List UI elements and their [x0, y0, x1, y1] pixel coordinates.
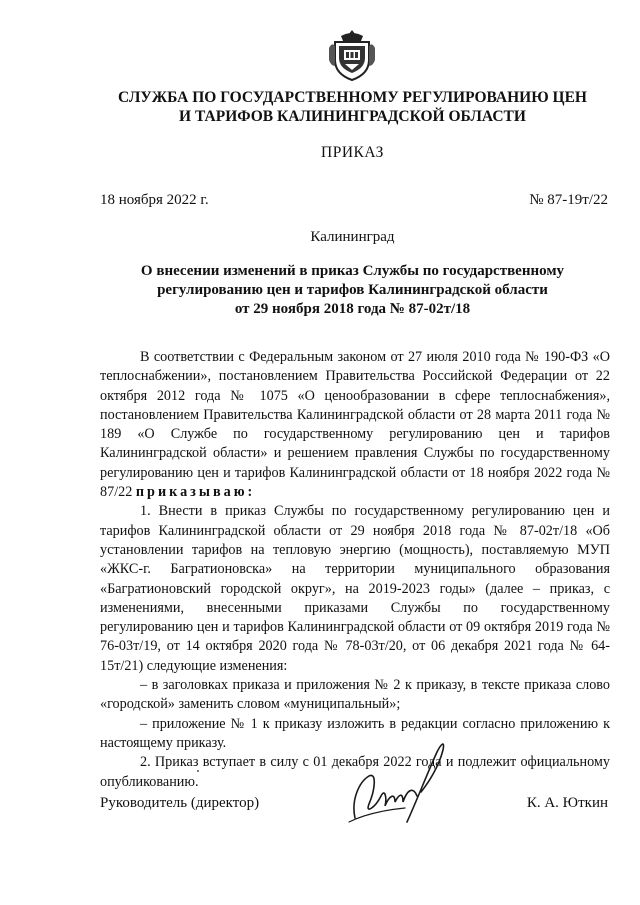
document-title-line3: от 29 ноября 2018 года № 87-02т/18	[234, 301, 471, 317]
document-type: ПРИКАЗ	[321, 144, 384, 161]
organization-name-line1: СЛУЖБА ПО ГОСУДАРСТВЕННОМУ РЕГУЛИРОВАНИЮ ЦЕН	[118, 89, 587, 106]
paragraph-preamble	[100, 348, 610, 502]
document-city: Калининград	[310, 229, 395, 245]
preamble-text: В соответствии с Федеральным законом от 27 июля 2010 года № 190-ФЗ «О теплоснабжении», постановлением Правительства Российской Федерации от 22 октября 2012 года № 1075 «О ценообразовании в сфере теплоснабжения», постановлением Правительства Калининградской области от 28 марта 2011 года № 189 «О Службе по государственному регулированию цен и тарифов Калининградской области» и решением правления Службы по государственному регулированию цен и тарифов Калининградской области от 18 ноября 2022 года № 87/22	[100, 349, 610, 501]
stray-mark	[197, 770, 199, 772]
document-title-line1: О внесении изменений в приказ Службы по государственному	[140, 263, 565, 279]
paragraph-change-1: – в заголовках приказа и приложения № 2 к приказу, в тексте приказа слово «городской» заменить словом «муниципальный»;	[100, 677, 610, 713]
handwritten-signature	[345, 730, 455, 840]
document-title	[120, 262, 585, 319]
coat-of-arms-icon	[327, 28, 377, 84]
paragraph-change-2: – приложение № 1 к приказу изложить в редакции согласно приложению к настоящему приказу.	[100, 715, 610, 751]
document-body	[100, 348, 610, 792]
organization-name-line2: И ТАРИФОВ КАЛИНИНГРАДСКОЙ ОБЛАСТИ	[179, 108, 526, 125]
document-number: № 87-19т/22	[529, 192, 608, 208]
document-title-line2: регулированию цен и тарифов Калининградской области	[157, 282, 548, 298]
paragraph-item-2: 2. Приказ вступает в силу с 01 декабря 2022 года и подлежит официальному опубликованию.	[100, 754, 610, 790]
signatory-name: К. А. Юткин	[526, 795, 608, 811]
document-date: 18 ноября 2022 г.	[100, 192, 209, 208]
paragraph-item-1: 1. Внести в приказ Службы по государственному регулированию цен и тарифов Калининградской области от 29 ноября 2018 года № 87-02т/18 «Об установлении тарифов на тепловую энергию (мощность), поставляемую МУП «ЖКС-г. Багратионовска» на территории муниципального образования «Багратионовский городской округ», на 2019-2023 годы» (далее – приказ, с изменениями, внесенными приказами Службы по государственному регулированию цен и тарифов Калининградской области от 09 октября 2019 года № 76-03т/19, от 14 октября 2020 года № 78-03т/20, от 06 декабря 2021 года № 64-15т/21) следующие изменения:	[100, 503, 610, 674]
signatory-role: Руководитель (директор)	[100, 795, 260, 811]
order-word: приказываю:	[135, 484, 256, 501]
organization-name	[100, 88, 605, 126]
